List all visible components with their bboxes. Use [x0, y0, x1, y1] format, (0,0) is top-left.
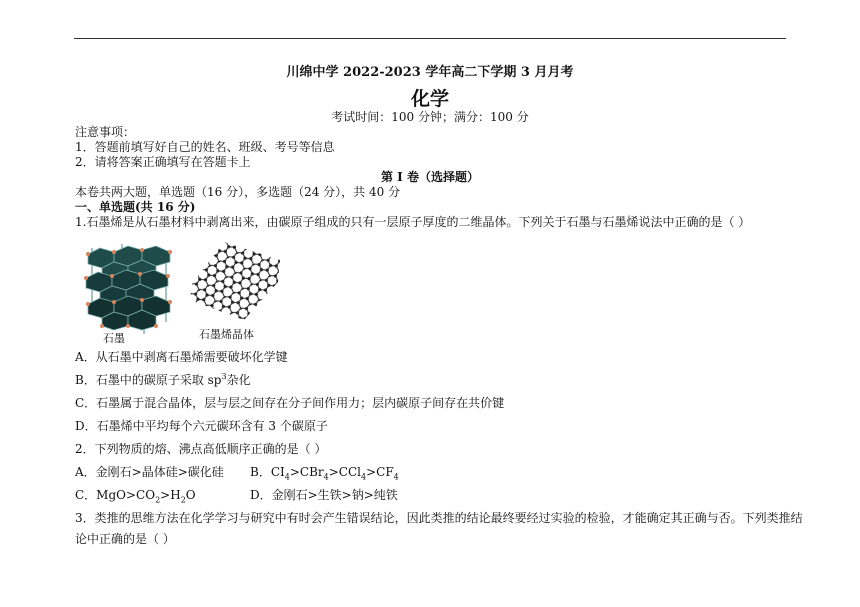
q2-option-a: A．金刚石>晶体硅>碳化硅: [75, 465, 224, 479]
q2-option-d: D．金刚石>生铁>钠>纯铁: [250, 488, 398, 502]
section-summary: 本卷共两大题，单选题（16 分），多选题（24 分），共 40 分: [75, 185, 401, 199]
notes-item-1: 1．答题前填写好自己的姓名、班级、考号等信息: [75, 140, 335, 154]
notes-item-2: 2．请将答案正确填写在答题卡上: [75, 155, 251, 169]
q1-option-c: C．石墨属于混合晶体，层与层之间存在分子间作用力；层内碳原子间存在共价键: [75, 396, 505, 410]
header-rule: [74, 38, 786, 39]
q1-option-a: A．从石墨中剥离石墨烯需要破坏化学键: [75, 350, 288, 364]
q1-option-d: D．石墨烯中平均每个六元碳环含有 3 个碳原子: [75, 419, 328, 433]
exam-info: 考试时间：100 分钟；满分：100 分: [331, 110, 529, 124]
graphite-figure: [74, 234, 184, 338]
graphite-caption: 石墨: [103, 332, 125, 345]
q2-stem: 2．下列物质的熔、沸点高低顺序正确的是（ ）: [75, 442, 327, 456]
q1-option-b: B．石墨中的碳原子采取 $sp^3$杂化: [75, 372, 251, 387]
q2-option-b: B．$CI_4>CBr_4>CCl_4>CF_4$: [250, 465, 399, 482]
graphene-caption: 石墨烯晶体: [199, 328, 254, 341]
q3-stem-line1: 3．类推的思维方法在化学学习与研究中有时会产生错误结论，因此类推的结论最终要经过实验的检验，才能确定其正确与否。下列类推结: [75, 511, 803, 525]
section-title: 第 I 卷（选择题）: [381, 170, 479, 184]
q3-stem-line2: 论中正确的是（ ）: [75, 532, 175, 546]
school-title: 川绵中学 2022-2023 学年高二下学期 3 月月考: [286, 65, 574, 80]
part-title: 一、单选题(共 16 分): [75, 200, 196, 214]
q1-stem: 1.石墨烯是从石墨材料中剥离出来，由碳原子组成的只有一层原子厚度的二维晶体。下列关于石墨与石墨烯说法中正确的是（ ）: [75, 215, 751, 229]
q2-option-c: C．$MgO>CO_2>H_2O$: [75, 488, 196, 505]
notes-heading: 注意事项：: [75, 125, 136, 139]
subject-title: 化学: [410, 88, 449, 110]
graphene-figure: [186, 238, 282, 322]
